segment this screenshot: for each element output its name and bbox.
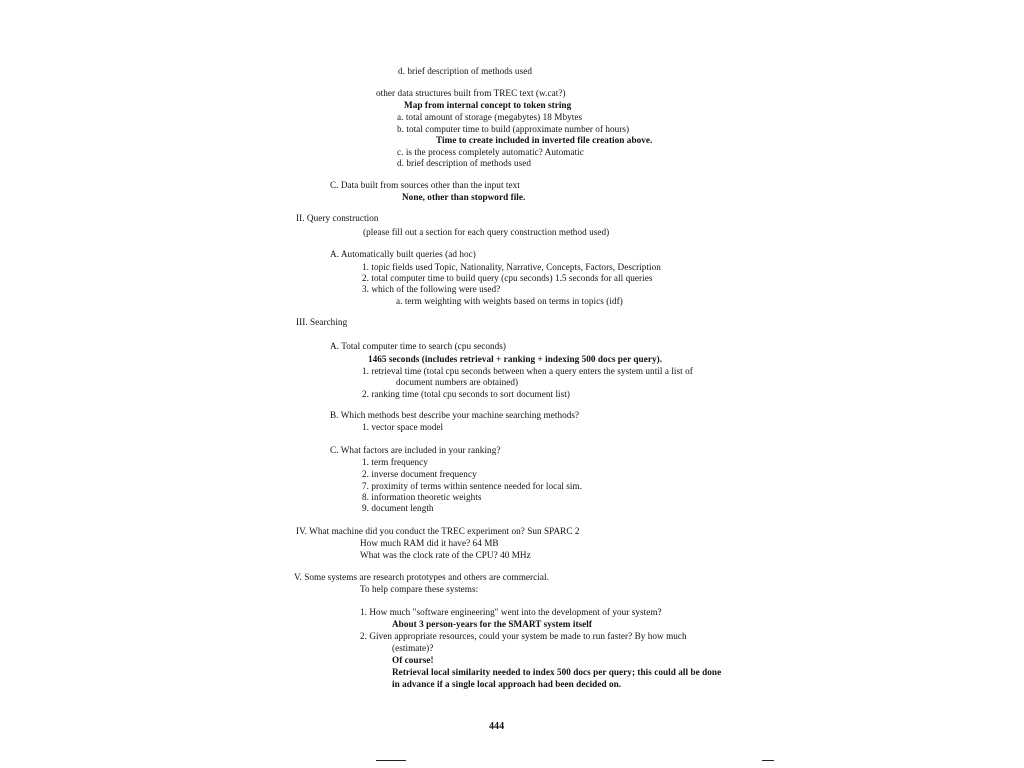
text-line: 9. document length	[362, 503, 434, 513]
text-line: Of course!	[392, 655, 434, 665]
text-line: Time to create included in inverted file creation above.	[436, 135, 653, 145]
text-line: 2. inverse document frequency	[362, 469, 477, 479]
text-line: in advance if a single local approach had been decided on.	[392, 679, 622, 689]
text-line: 2. ranking time (total cpu seconds to sort document list)	[362, 389, 570, 399]
text-line: 1. How much "software engineering" went into the development of your system?	[360, 607, 662, 617]
text-line: B. Which methods best describe your machine searching methods?	[330, 410, 580, 420]
text-line: A. Total computer time to search (cpu seconds)	[330, 341, 506, 351]
text-line: 3. which of the following were used?	[362, 284, 501, 294]
bottom-rule-right	[762, 760, 774, 761]
text-line: C. Data built from sources other than the input text	[330, 180, 520, 190]
text-line: 2. total computer time to build query (cpu seconds) 1.5 seconds for all queries	[362, 273, 653, 283]
text-line: 8. information theoretic weights	[362, 492, 482, 502]
section-heading: V. Some systems are research prototypes and others are commercial.	[294, 572, 549, 582]
text-line: other data structures built from TREC text (w.cat?)	[376, 88, 566, 98]
text-line: A. Automatically built queries (ad hoc)	[330, 249, 476, 259]
text-line: b. total computer time to build (approximate number of hours)	[397, 124, 630, 134]
text-line: Map from internal concept to token string	[404, 100, 572, 110]
text-line: a. term weighting with weights based on terms in topics (idf)	[396, 296, 623, 306]
text-line: d. brief description of methods used	[398, 66, 532, 76]
text-line: 7. proximity of terms within sentence needed for local sim.	[362, 481, 583, 491]
section-heading: II. Query construction	[296, 213, 379, 223]
page-number: 444	[489, 721, 505, 732]
text-line: 1. retrieval time (total cpu seconds between when a query enters the system until a list of	[362, 366, 693, 376]
text-line: About 3 person-years for the SMART system itself	[392, 619, 593, 629]
text-line: Retrieval local similarity needed to index 500 docs per query; this could all be done	[392, 667, 722, 677]
text-line: 1. term frequency	[362, 457, 428, 467]
bottom-rule-left	[376, 760, 406, 761]
text-line: 1. topic fields used Topic, Nationality, Narrative, Concepts, Factors, Description	[362, 262, 661, 272]
text-line: None, other than stopword file.	[402, 192, 526, 202]
text-line: How much RAM did it have? 64 MB	[360, 538, 499, 548]
text-line: 1. vector space model	[362, 422, 444, 432]
text-line: (estimate)?	[392, 643, 434, 653]
text-line: a. total amount of storage (megabytes) 18 Mbytes	[397, 112, 583, 122]
text-line: C. What factors are included in your ranking?	[330, 445, 501, 455]
text-line: d. brief description of methods used	[397, 158, 531, 168]
text-line: What was the clock rate of the CPU? 40 MHz	[360, 550, 531, 560]
text-line: (please fill out a section for each query construction method used)	[363, 227, 610, 237]
text-line: 1465 seconds (includes retrieval + ranking + indexing 500 docs per query).	[368, 354, 663, 364]
text-line: c. is the process completely automatic? Automatic	[397, 147, 584, 157]
section-heading: III. Searching	[296, 317, 348, 327]
text-line: document numbers are obtained)	[396, 377, 519, 387]
text-line: To help compare these systems:	[360, 584, 479, 594]
section-heading: IV. What machine did you conduct the TREC experiment on? Sun SPARC 2	[296, 526, 580, 536]
text-line: 2. Given appropriate resources, could your system be made to run faster? By how much	[360, 631, 687, 641]
